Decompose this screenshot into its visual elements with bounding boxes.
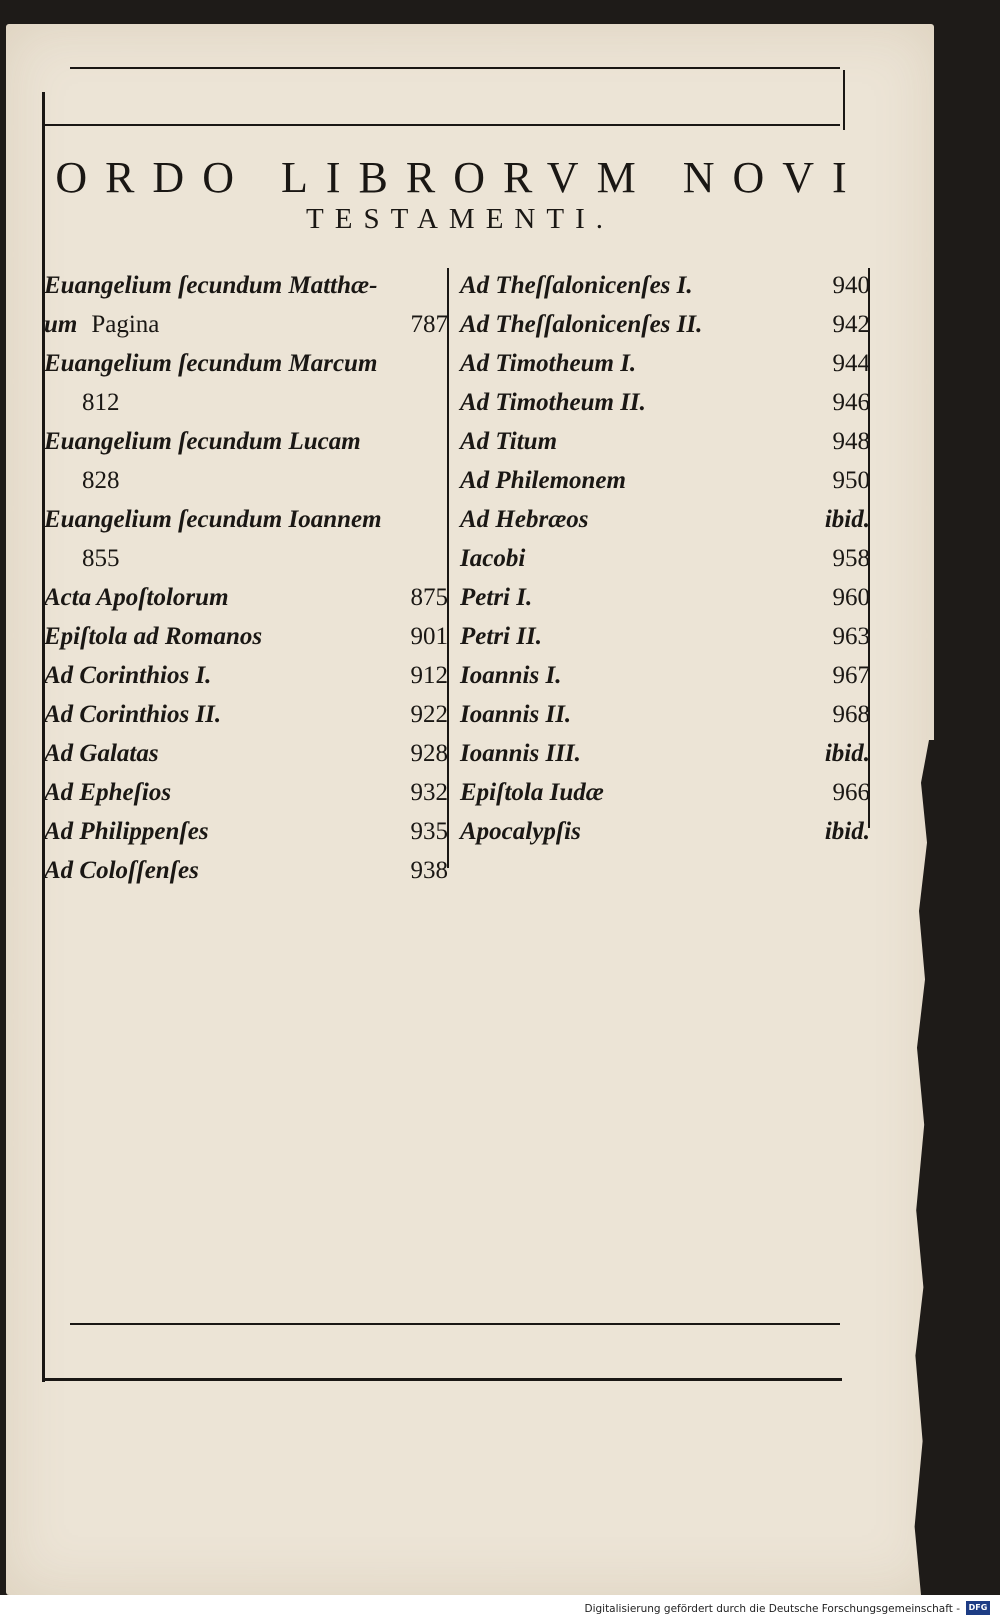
page-number: 922 <box>410 701 448 728</box>
page-number: 950 <box>832 467 870 494</box>
list-item <box>460 617 870 656</box>
list-item <box>460 812 870 851</box>
page-number: 944 <box>832 350 870 377</box>
page-number: 928 <box>410 740 448 767</box>
book-title: Apocalypſis <box>460 818 581 845</box>
page-subtitle: TESTAMENTI. <box>306 203 614 235</box>
list-item <box>460 266 870 305</box>
page-number: 963 <box>832 623 870 650</box>
page-number: ibid. <box>824 740 870 767</box>
book-title: Euangelium ſecundum Lucam <box>44 428 361 455</box>
list-item <box>460 578 870 617</box>
book-title: Ad Theſſalonicenſes I. <box>460 272 693 299</box>
list-item <box>44 578 448 617</box>
page-number: 958 <box>832 545 870 572</box>
book-title-continuation: um <box>44 311 78 338</box>
digitization-credit: Digitalisierung gefördert durch die Deutsche Forschungsgemeinschaft - <box>584 1603 960 1615</box>
book-title: Ad Timotheum II. <box>460 389 646 416</box>
left-book-list <box>44 266 448 890</box>
book-title: Euangelium ſecundum Marcum <box>44 350 378 377</box>
list-item <box>44 266 448 344</box>
book-title: Ad Corinthios I. <box>44 662 212 689</box>
page-title: ORDO LIBRORVM NOVI <box>55 153 865 202</box>
right-book-list <box>460 266 870 851</box>
book-title: Epiſtola Iudæ <box>460 779 604 806</box>
list-item <box>460 461 870 500</box>
page-number: ibid. <box>824 818 870 845</box>
book-title: Petri I. <box>460 584 533 611</box>
page-number: 966 <box>832 779 870 806</box>
page-number: 967 <box>832 662 870 689</box>
book-title: Euangelium ſecundum Ioannem <box>44 506 382 533</box>
page-number: 855 <box>82 545 120 572</box>
list-item <box>44 344 448 422</box>
book-title: Ioannis II. <box>460 701 572 728</box>
list-item <box>44 695 448 734</box>
list-item <box>44 773 448 812</box>
page-number: 948 <box>832 428 870 455</box>
page-number: 901 <box>410 623 448 650</box>
list-item <box>460 383 870 422</box>
page-number: 960 <box>832 584 870 611</box>
page-number: 932 <box>410 779 448 806</box>
page-number: 942 <box>832 311 870 338</box>
book-title: Ad Corinthios II. <box>44 701 222 728</box>
frame-right-border <box>843 70 845 130</box>
book-title: Ad Hebræos <box>460 506 589 533</box>
list-item <box>44 500 448 578</box>
list-item <box>44 734 448 773</box>
dfg-logo: DFG <box>966 1601 990 1615</box>
list-item <box>460 344 870 383</box>
book-title: Ad Timotheum I. <box>460 350 637 377</box>
list-item <box>44 617 448 656</box>
page-number: 968 <box>832 701 870 728</box>
page-number: 787 <box>410 311 448 338</box>
book-title: Ad Galatas <box>44 740 159 767</box>
list-item <box>460 773 870 812</box>
book-title: Iacobi <box>460 545 526 572</box>
list-item <box>44 656 448 695</box>
book-title: Ioannis I. <box>460 662 562 689</box>
page-number: 828 <box>82 467 120 494</box>
list-item <box>44 812 448 851</box>
top-double-rule <box>70 67 840 69</box>
page-number: 938 <box>410 857 448 884</box>
list-item <box>460 422 870 461</box>
book-title: Euangelium ſecundum Matthæ- <box>44 272 378 299</box>
list-item <box>460 734 870 773</box>
list-item <box>44 851 448 890</box>
book-title: Ad Coloſſenſes <box>44 857 199 884</box>
book-title: Ioannis III. <box>460 740 581 767</box>
page-number: 875 <box>410 584 448 611</box>
list-item <box>460 656 870 695</box>
bottom-frame-rule <box>42 1378 842 1381</box>
list-item <box>44 422 448 500</box>
list-item <box>460 695 870 734</box>
book-title: Ad Theſſalonicenſes II. <box>460 311 703 338</box>
book-title: Ad Philemonem <box>460 467 626 494</box>
page-number: ibid. <box>824 506 870 533</box>
page-number: 935 <box>410 818 448 845</box>
bottom-rule <box>70 1323 840 1325</box>
pagina-label: Pagina <box>91 311 160 338</box>
book-title: Ad Philippenſes <box>44 818 209 845</box>
page-number: 912 <box>410 662 448 689</box>
list-item <box>460 305 870 344</box>
list-item <box>460 500 870 539</box>
header-rule <box>44 124 840 126</box>
book-title: Ad Epheſios <box>44 779 172 806</box>
page-number: 946 <box>832 389 870 416</box>
book-title: Epiſtola ad Romanos <box>44 623 263 650</box>
book-title: Petri II. <box>460 623 542 650</box>
book-title: Acta Apoſtolorum <box>44 584 229 611</box>
list-item <box>460 539 870 578</box>
page-number: 812 <box>82 389 120 416</box>
book-title: Ad Titum <box>460 428 558 455</box>
page-number: 940 <box>832 272 870 299</box>
